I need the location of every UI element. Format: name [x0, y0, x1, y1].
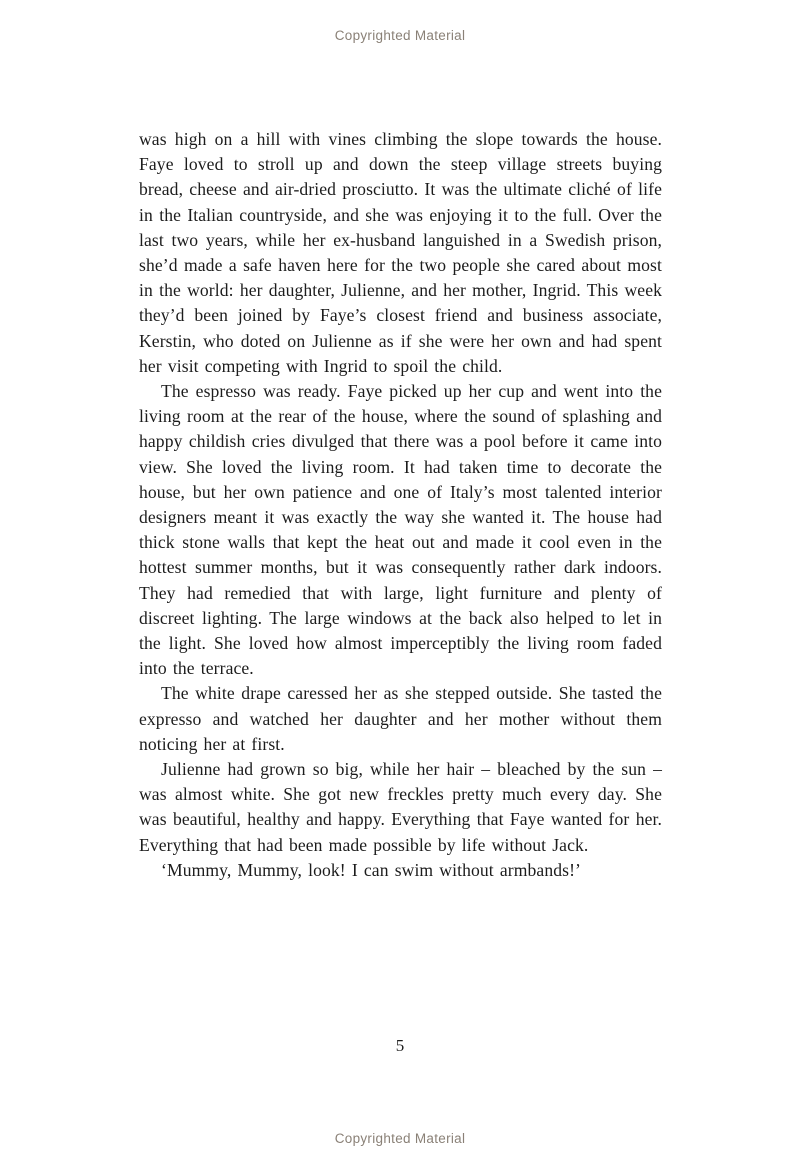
paragraph: The white drape caressed her as she stepped outside. She tasted the expresso and watched her daughter and her mother without them noticing her at first. — [139, 683, 662, 754]
copyright-watermark-top: Copyrighted Material — [334, 28, 466, 43]
paragraph: ‘Mummy, Mummy, look! I can swim without armbands!’ — [161, 859, 581, 880]
copyright-watermark-bottom: Copyrighted Material — [334, 1131, 466, 1146]
paragraph: was high on a hill with vines climbing the slope towards the house. Faye loved to stroll up and down the steep village streets buying bread, cheese and air-dried prosciutto. It was the ultimate cliché of life in the Italian countryside, and she was enjoying it to the full. Over the last two years, while her ex-husband languished in a Swedish prison, she’d made a safe haven here for the two people she cared about most in the world: her daughter, Julienne, and her mother, Ingrid. This week they’d been joined by Faye’s closest friend and business associate, Kerstin, who doted on Julienne as if she were her own and had spent her visit competing with Ingrid to spoil the child. — [139, 129, 662, 376]
paragraph: Julienne had grown so big, while her hair – bleached by the sun – was almost white. She got new freckles pretty much every day. She was beautiful, healthy and happy. Everything that Faye wanted for her. Everything that had been made possible by life without Jack. — [139, 759, 662, 855]
page-body — [139, 127, 662, 883]
paragraph: The espresso was ready. Faye picked up her cup and went into the living room at the rear of the house, where the sound of splashing and happy childish cries divulged that there was a pool before it came into view. She loved the living room. It had taken time to decorate the house, but her own patience and one of Italy’s most talented interior designers meant it was exactly the way she wanted it. The house had thick stone walls that kept the heat out and made it cool even in the hottest summer months, but it was consequently rather dark indoors. They had remedied that with large, light furniture and plenty of discreet lighting. The large windows at the back also helped to let in the light. She loved how almost imperceptibly the living room faded into the terrace. — [139, 381, 662, 679]
page-number: 5 — [395, 1036, 405, 1055]
